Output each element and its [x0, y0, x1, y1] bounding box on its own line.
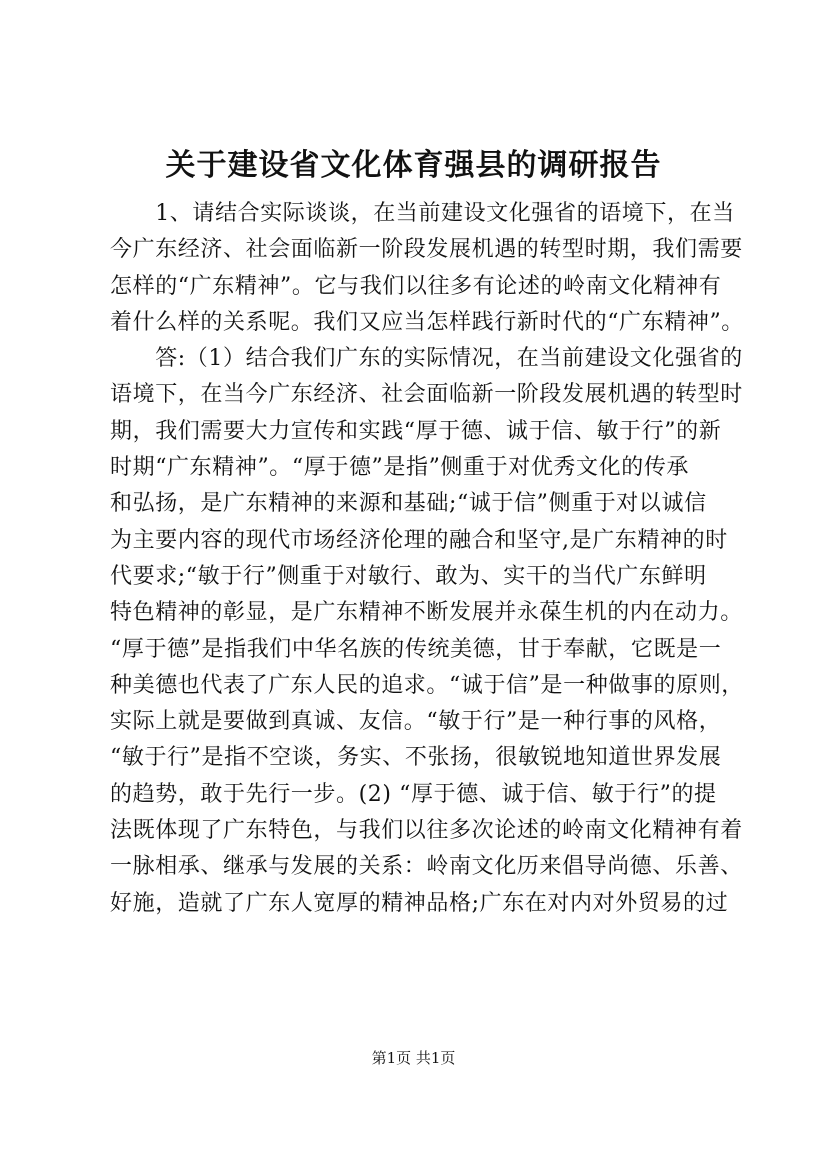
body-line: 着什么样的关系呢。我们又应当怎样践行新时代的“广东精神”。 — [110, 309, 744, 335]
page-indicator: 第1页 共1页 — [371, 1049, 456, 1067]
body-line: 今广东经济、社会面临新一阶段发展机遇的转型时期，我们需要 — [110, 237, 743, 263]
body-line: 怎样的“广东精神”。它与我们以往多有论述的岭南文化精神有 — [110, 273, 722, 299]
body-line: 实际上就是要做到真诚、友信。“敏于行”是一种行事的风格， — [110, 709, 722, 735]
body-line: 答:（1）结合我们广东的实际情况，在当前建设文化强省的 — [110, 346, 743, 372]
body-line: 时期“广东精神”。“厚于德”是指”侧重于对优秀文化的传承 — [110, 455, 690, 481]
body-line: 和弘扬，是广东精神的来源和基础;“诚于信”侧重于对以诚信 — [110, 491, 707, 517]
body-line: 一脉相承、继承与发展的关系：岭南文化历来倡导尚德、乐善、 — [110, 854, 743, 880]
body-line: “厚于德”是指我们中华名族的传统美德，甘于奉献，它既是一 — [110, 636, 722, 662]
body-line: 为主要内容的现代市场经济伦理的融合和坚守,是广东精神的时 — [110, 527, 728, 553]
body-line: 代要求;“敏于行”侧重于对敏行、敢为、实干的当代广东鲜明 — [110, 563, 707, 589]
body-line: 好施，造就了广东人宽厚的精神品格;广东在对内对外贸易的过 — [110, 890, 729, 916]
body-line: 期，我们需要大力宣传和实践“厚于德、诚于信、敏于行”的新 — [110, 418, 722, 444]
body-line: 法既体现了广东特色，与我们以往多次论述的岭南文化精神有着 — [110, 818, 743, 844]
body-line: 语境下，在当今广东经济、社会面临新一阶段发展机遇的转型时 — [110, 382, 743, 408]
body-line: 种美德也代表了广东人民的追求。“诚于信”是一种做事的原则， — [110, 672, 744, 698]
body-line: 的趋势，敢于先行一步。(2) “厚于德、诚于信、敏于行”的提 — [110, 781, 717, 807]
document-title: 关于建设省文化体育强县的调研报告 — [165, 148, 662, 183]
document-body — [110, 196, 750, 922]
body-line: 1、请结合实际谈谈，在当前建设文化强省的语境下，在当 — [110, 201, 735, 226]
page-footer — [0, 1048, 827, 1068]
body-line: “敏于行”是指不空谈，务实、不张扬，很敏锐地知道世界发展 — [110, 745, 722, 771]
body-line: 特色精神的彰显，是广东精神不断发展并永葆生机的内在动力。 — [110, 600, 743, 626]
